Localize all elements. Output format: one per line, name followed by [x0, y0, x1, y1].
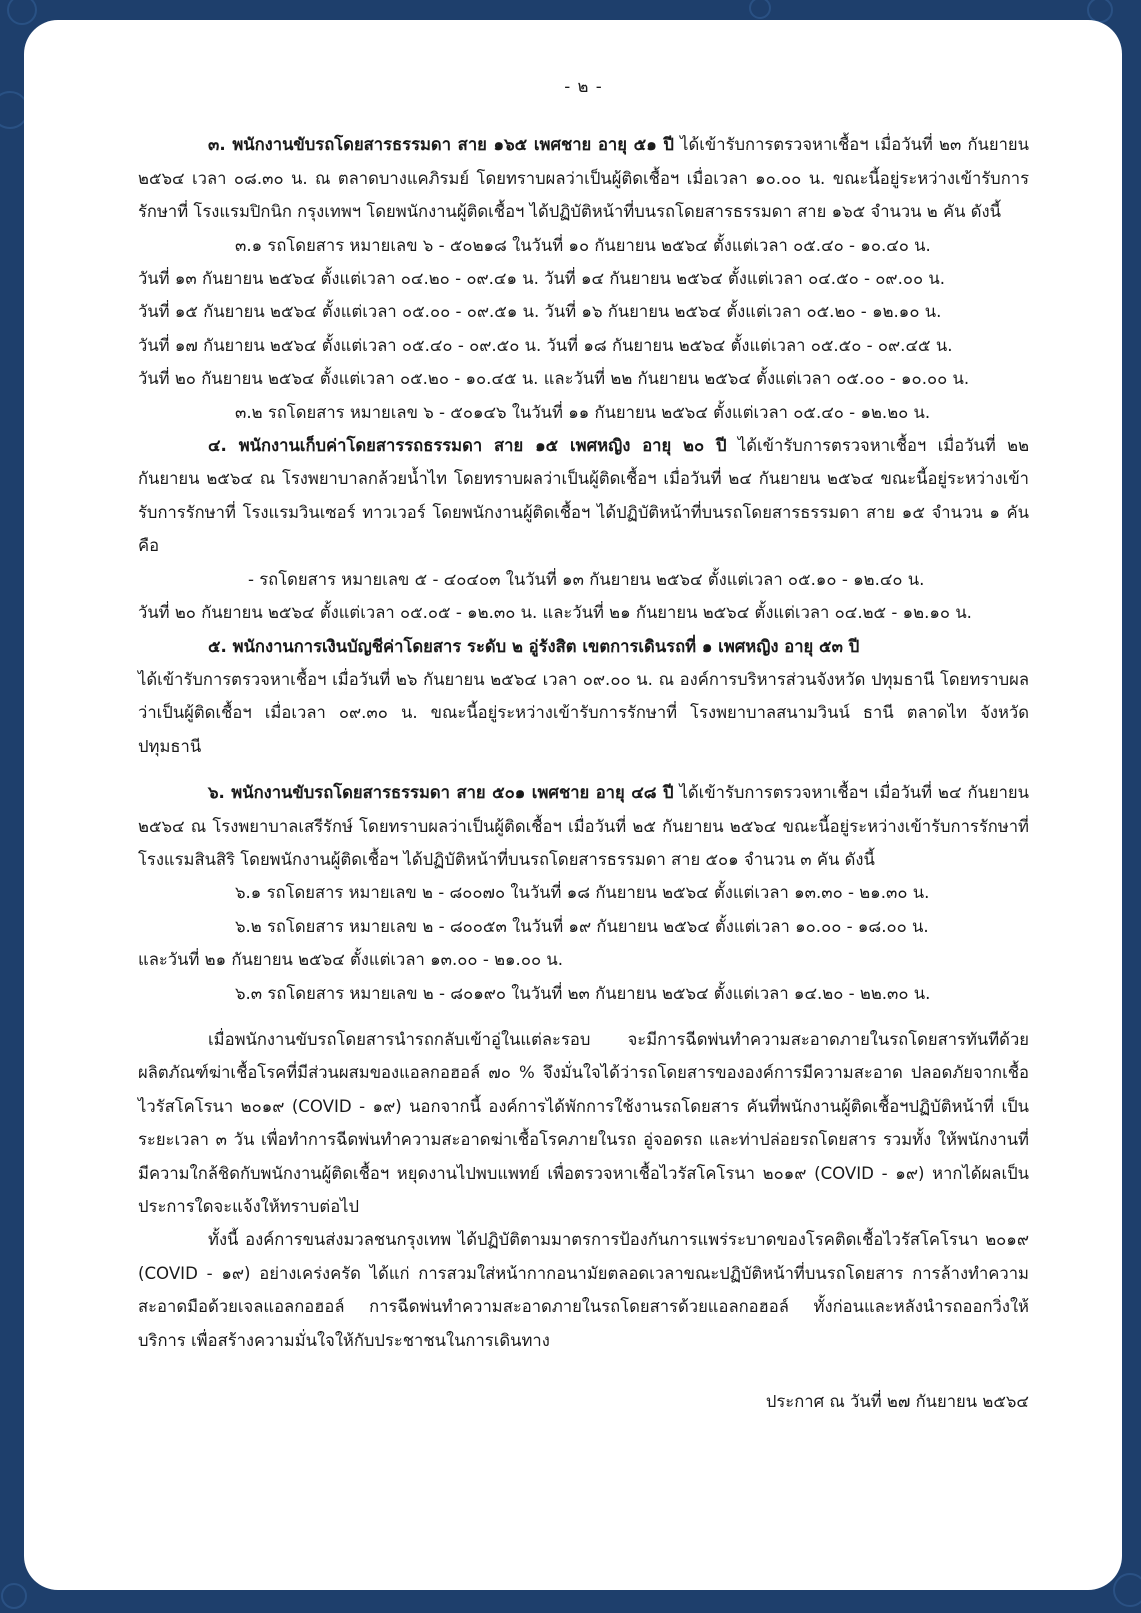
document-body	[138, 70, 1029, 1418]
item-4-paragraph	[138, 429, 1029, 563]
item-6-heading: ๖. พนักงานขับรถโดยสารธรรมดา สาย ๕๐๑ เพศชาย อายุ ๔๘ ปี	[208, 783, 674, 803]
item-6-paragraph	[138, 776, 1029, 876]
item-3-text: ได้เข้ารับการตรวจหาเชื้อฯ เมื่อวันที่ ๒๓ กันยายน ๒๕๖๔ เวลา ๐๘.๓๐ น. ณ ตลาดบางแคภิรมย์ โดยทราบผลว่าเป็นผู้ติดเชื้อฯ เมื่อเวลา ๑๐.๐๐ น. ขณะนี้อยู่ระหว่างเข้ารับการรักษาที่ โรงแรมปิกนิก กรุงเทพฯ โดยพนักงานผู้ติดเชื้อฯ ได้ปฏิบัติหน้าที่บนรถโดยสารธรรมดา สาย ๑๖๕ จำนวน ๒ คัน ดังนี้	[138, 135, 1029, 222]
item-5-heading-text: ๕. พนักงานการเงินบัญชีค่าโดยสาร ระดับ ๒ อู่รังสิต เขตการเดินรถที่ ๑ เพศหญิง อายุ ๕๓ ปี	[208, 636, 860, 656]
item-5-heading	[138, 630, 1029, 663]
spacer	[138, 1010, 1029, 1023]
item-4-schedule-line: วันที่ ๒๐ กันยายน ๒๕๖๔ ตั้งแต่เวลา ๐๕.๐๕ - ๑๒.๓๐ น. และวันที่ ๒๑ กันยายน ๒๕๖๔ ตั้งแต่เวลา ๐๔.๒๕ - ๑๒.๑๐ น.	[138, 603, 972, 623]
document-page	[24, 20, 1122, 1590]
item-6-schedule-line: และวันที่ ๒๑ กันยายน ๒๕๖๔ ตั้งแต่เวลา ๑๓.๐๐ - ๒๑.๐๐ น.	[138, 950, 563, 970]
item-3-bus-2-line: ๓.๒ รถโดยสาร หมายเลข ๖ - ๕๐๑๔๖ ในวันที่ ๑๑ กันยายน ๒๕๖๔ ตั้งแต่เวลา ๐๕.๔๐ - ๑๒.๒๐ น.	[235, 402, 931, 422]
item-3-heading: ๓. พนักงานขับรถโดยสารธรรมดา สาย ๑๖๕ เพศชาย อายุ ๕๑ ปี	[208, 135, 674, 155]
item-3-schedule-line: วันที่ ๑๕ กันยายน ๒๕๖๔ ตั้งแต่เวลา ๐๕.๐๐ - ๐๙.๕๑ น. วันที่ ๑๖ กันยายน ๒๕๖๔ ตั้งแต่เวลา ๐๕.๒๐ - ๑๒.๑๐ น.	[138, 302, 942, 322]
item-3-schedule-line: วันที่ ๑๓ กันยายน ๒๕๖๔ ตั้งแต่เวลา ๐๔.๒๐ - ๐๙.๔๑ น. วันที่ ๑๔ กันยายน ๒๕๖๔ ตั้งแต่เวลา ๐๔.๕๐ - ๐๙.๐๐ น.	[138, 269, 946, 289]
item-3-schedule-line: วันที่ ๑๗ กันยายน ๒๕๖๔ ตั้งแต่เวลา ๐๕.๔๐ - ๐๙.๕๐ น. วันที่ ๑๘ กันยายน ๒๕๖๔ ตั้งแต่เวลา ๐๕.๕๐ - ๐๙.๔๕ น.	[138, 335, 953, 355]
item-3-bus-1-line: ๓.๑ รถโดยสาร หมายเลข ๖ - ๕๐๒๑๘ ในวันที่ ๑๐ กันยายน ๒๕๖๔ ตั้งแต่เวลา ๐๕.๔๐ - ๑๐.๔๐ น.	[235, 235, 931, 255]
cleaning-paragraph: เมื่อพนักงานขับรถโดยสารนำรถกลับเข้าอู่ในแต่ละรอบ จะมีการฉีดพ่นทำความสะอาดภายในรถโดยสารทันทีด้วยผลิตภัณฑ์ฆ่าเชื้อโรคที่มีส่วนผสมของแอลกอฮอล์ ๗๐ % จึงมั่นใจได้ว่ารถโดยสารขององค์การมีความสะอาด ปลอดภัยจากเชื้อไวรัสโคโรนา ๒๐๑๙ (COVID - ๑๙) นอกจากนี้ องค์การได้พักการใช้งานรถโดยสาร คันที่พนักงานผู้ติดเชื้อฯปฏิบัติหน้าที่ เป็นระยะเวลา ๓ วัน เพื่อทำการฉีดพ่นทำความสะอาดฆ่าเชื้อโรคภายในรถ อู่จอดรถ และท่าปล่อยรถโดยสาร รวมทั้ง ให้พนักงานที่มีความใกล้ชิดกับพนักงานผู้ติดเชื้อฯ หยุดงานไปพบแพทย์ เพื่อตรวจหาเชื้อไวรัสโคโรนา ๒๐๑๙ (COVID - ๑๙) หากได้ผลเป็นประการใดจะแจ้งให้ทราบต่อไป	[138, 1029, 1029, 1216]
item-6-text: ได้เข้ารับการตรวจหาเชื้อฯ เมื่อวันที่ ๒๔ กันยายน ๒๕๖๔ ณ โรงพยาบาลเสรีรักษ์ โดยทราบผลว่าเป็นผู้ติดเชื้อฯ เมื่อวันที่ ๒๕ กันยายน ๒๕๖๔ ขณะนี้อยู่ระหว่างเข้ารับการรักษาที่ โรงแรมสินสิริ โดยพนักงานผู้ติดเชื้อฯ ได้ปฏิบัติหน้าที่บนรถโดยสารธรรมดา สาย ๕๐๑ จำนวน ๓ คัน ดังนี้	[138, 783, 1029, 869]
item-6-bus-2-line: ๖.๒ รถโดยสาร หมายเลข ๒ - ๘๐๐๕๓ ในวันที่ ๑๙ กันยายน ๒๕๖๔ ตั้งแต่เวลา ๑๐.๐๐ - ๑๘.๐๐ น.	[235, 916, 929, 936]
item-4-bus-line: - รถโดยสาร หมายเลข ๕ - ๔๐๔๐๓ ในวันที่ ๑๓ กันยายน ๒๕๖๔ ตั้งแต่เวลา ๐๕.๑๐ - ๑๒.๔๐ น.	[248, 569, 925, 589]
item-6-bus-3-line: ๖.๓ รถโดยสาร หมายเลข ๒ - ๘๐๑๙๐ ในวันที่ ๒๓ กันยายน ๒๕๖๔ ตั้งแต่เวลา ๑๔.๒๐ - ๒๒.๓๐ น.	[235, 983, 931, 1003]
item-4-heading: ๔. พนักงานเก็บค่าโดยสารรถธรรมดา สาย ๑๕ เพศหญิง อายุ ๒๐ ปี	[208, 436, 727, 456]
spacer	[138, 763, 1029, 776]
item-3-paragraph	[138, 128, 1029, 228]
item-3-schedule-line: วันที่ ๒๐ กันยายน ๒๕๖๔ ตั้งแต่เวลา ๐๕.๒๐ - ๑๐.๔๕ น. และวันที่ ๒๒ กันยายน ๒๕๖๔ ตั้งแต่เวลา ๐๕.๐๐ - ๑๐.๐๐ น.	[138, 369, 970, 389]
announcement-date: ประกาศ ณ วันที่ ๒๗ กันยายน ๒๕๖๔	[765, 1392, 1029, 1412]
item-4-text: ได้เข้ารับการตรวจหาเชื้อฯ เมื่อวันที่ ๒๒ กันยายน ๒๕๖๔ ณ โรงพยาบาลกล้วยน้ำไท โดยทราบผลว่าเป็นผู้ติดเชื้อฯ เมื่อวันที่ ๒๔ กันยายน ๒๕๖๔ ขณะนี้อยู่ระหว่างเข้ารับการรักษาที่ โรงแรมวินเซอร์ ทาวเวอร์ โดยพนักงานผู้ติดเชื้อฯ ได้ปฏิบัติหน้าที่บนรถโดยสารธรรมดา สาย ๑๕ จำนวน ๑ คัน คือ	[138, 436, 1030, 556]
item-6-bus-1-line: ๖.๑ รถโดยสาร หมายเลข ๒ - ๘๐๐๗๐ ในวันที่ ๑๘ กันยายน ๒๕๖๔ ตั้งแต่เวลา ๑๓.๓๐ - ๒๑.๓๐ น.	[235, 883, 930, 903]
item-5-text: ได้เข้ารับการตรวจหาเชื้อฯ เมื่อวันที่ ๒๖ กันยายน ๒๕๖๔ เวลา ๐๙.๐๐ น. ณ องค์การบริหารส่วนจังหวัด ปทุมธานี โดยทราบผลว่าเป็นผู้ติดเชื้อฯ เมื่อเวลา ๐๙.๓๐ น. ขณะนี้อยู่ระหว่างเข้ารับการรักษาที่ โรงพยาบาลสนามวินน์ ธานี ตลาดไท จังหวัดปทุมธานี	[138, 669, 1029, 756]
page-number: - ๒ -	[564, 77, 603, 96]
measures-paragraph: ทั้งนี้ องค์การขนส่งมวลชนกรุงเทพ ได้ปฏิบัติตามมาตรการป้องกันการแพร่ระบาดของโรคติดเชื้อไวรัสโคโรนา ๒๐๑๙ (COVID - ๑๙) อย่างเคร่งครัด ได้แก่ การสวมใส่หน้ากากอนามัยตลอดเวลาขณะปฏิบัติหน้าที่บนรถโดยสาร การล้างทำความสะอาดมือด้วยเจลแอลกอฮอล์ การฉีดพ่นทำความสะอาดภายในรถโดยสารด้วยแอลกอฮอล์ ทั้งก่อนและหลังนำรถออกวิ่งให้บริการ เพื่อสร้างความมั่นใจให้กับประชาชนในการเดินทาง	[138, 1230, 1029, 1350]
